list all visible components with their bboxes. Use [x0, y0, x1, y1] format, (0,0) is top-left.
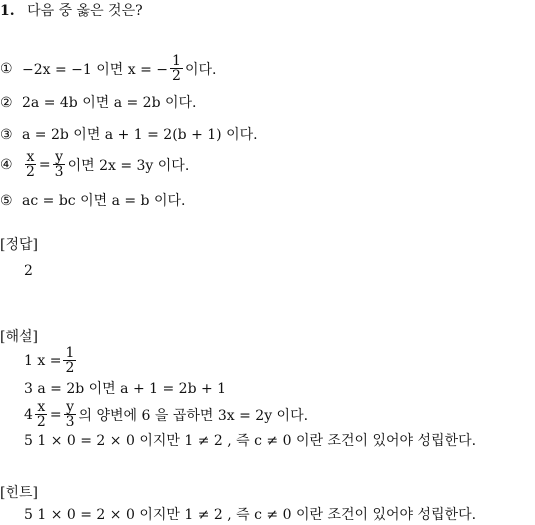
question-number: 1.: [0, 3, 15, 19]
option-1-mark: ①: [0, 60, 13, 77]
explanation-line-3-den1: 2: [36, 414, 46, 430]
hint-line: 5 1 × 0 = 2 × 0 이지만 1 ≠ 2 , 즉 c ≠ 0 이란 조건이 있어야 성립한다.: [24, 507, 477, 523]
option-5: [0, 192, 185, 210]
explanation-line-3-fraction-y: [64, 400, 77, 429]
option-4-fraction-x: [24, 150, 37, 179]
explanation-line-3-num1: x: [37, 399, 46, 415]
hint-label: [힌트]: [0, 485, 38, 501]
question-line: [0, 2, 143, 20]
explanation-line-1-pre: 1 x =: [24, 352, 62, 369]
option-1-pre: −2x = −1 이면 x = −: [22, 61, 169, 78]
explanation-line-3-num2: y: [66, 399, 74, 415]
explanation-label: [해설]: [0, 329, 38, 345]
option-1-post: 이다.: [184, 61, 217, 78]
explanation-line-3-post: 의 양변에 6 을 곱하면 3x = 2y 이다.: [78, 407, 309, 424]
explanation-line-2: 3 a = 2b 이면 a + 1 = 2b + 1: [24, 381, 227, 397]
explanation-line-3-den2: 3: [65, 414, 75, 430]
explanation-line-3-equals: =: [49, 406, 62, 423]
option-4-frac2-num: y: [55, 149, 64, 165]
option-4: [0, 150, 189, 179]
option-3: [0, 126, 258, 144]
option-5-text: ac = bc 이면 a = b 이다.: [22, 193, 186, 209]
explanation-line-3: [24, 400, 308, 429]
option-1: [0, 54, 216, 83]
option-4-frac1-num: x: [26, 149, 35, 165]
question-text: 다음 중 옳은 것은?: [27, 3, 143, 19]
option-1-fraction: [170, 54, 183, 83]
option-4-post: 이면 2x = 3y 이다.: [67, 157, 190, 174]
option-1-frac-den: 2: [172, 68, 181, 84]
option-1-frac-num: 1: [172, 53, 181, 69]
explanation-line-3-pre: 4: [24, 406, 33, 423]
option-2: [0, 94, 197, 112]
option-2-mark: ②: [0, 95, 13, 111]
explanation-line-3-fraction-x: [35, 400, 48, 429]
answer-value: 2: [24, 263, 33, 279]
explanation-line-4: 5 1 × 0 = 2 × 0 이지만 1 ≠ 2 , 즉 c ≠ 0 이란 조건이 있어야 성립한다.: [24, 433, 477, 449]
option-5-mark: ⑤: [0, 193, 13, 209]
option-4-fraction-y: [53, 150, 66, 179]
option-4-equals: =: [38, 156, 51, 173]
option-4-frac1-den: 2: [26, 164, 35, 180]
option-4-mark: ④: [0, 156, 13, 173]
explanation-line-1-num: 1: [65, 345, 75, 361]
explanation-line-1: [24, 346, 78, 375]
option-2-text: 2a = 4b 이면 a = 2b 이다.: [22, 95, 197, 111]
explanation-line-1-fraction: [63, 346, 76, 375]
option-3-text: a = 2b 이면 a + 1 = 2(b + 1) 이다.: [22, 127, 258, 143]
option-4-frac2-den: 3: [54, 164, 64, 180]
answer-label: [정답]: [0, 237, 38, 253]
explanation-line-1-den: 2: [65, 360, 75, 376]
option-3-mark: ③: [0, 127, 13, 143]
